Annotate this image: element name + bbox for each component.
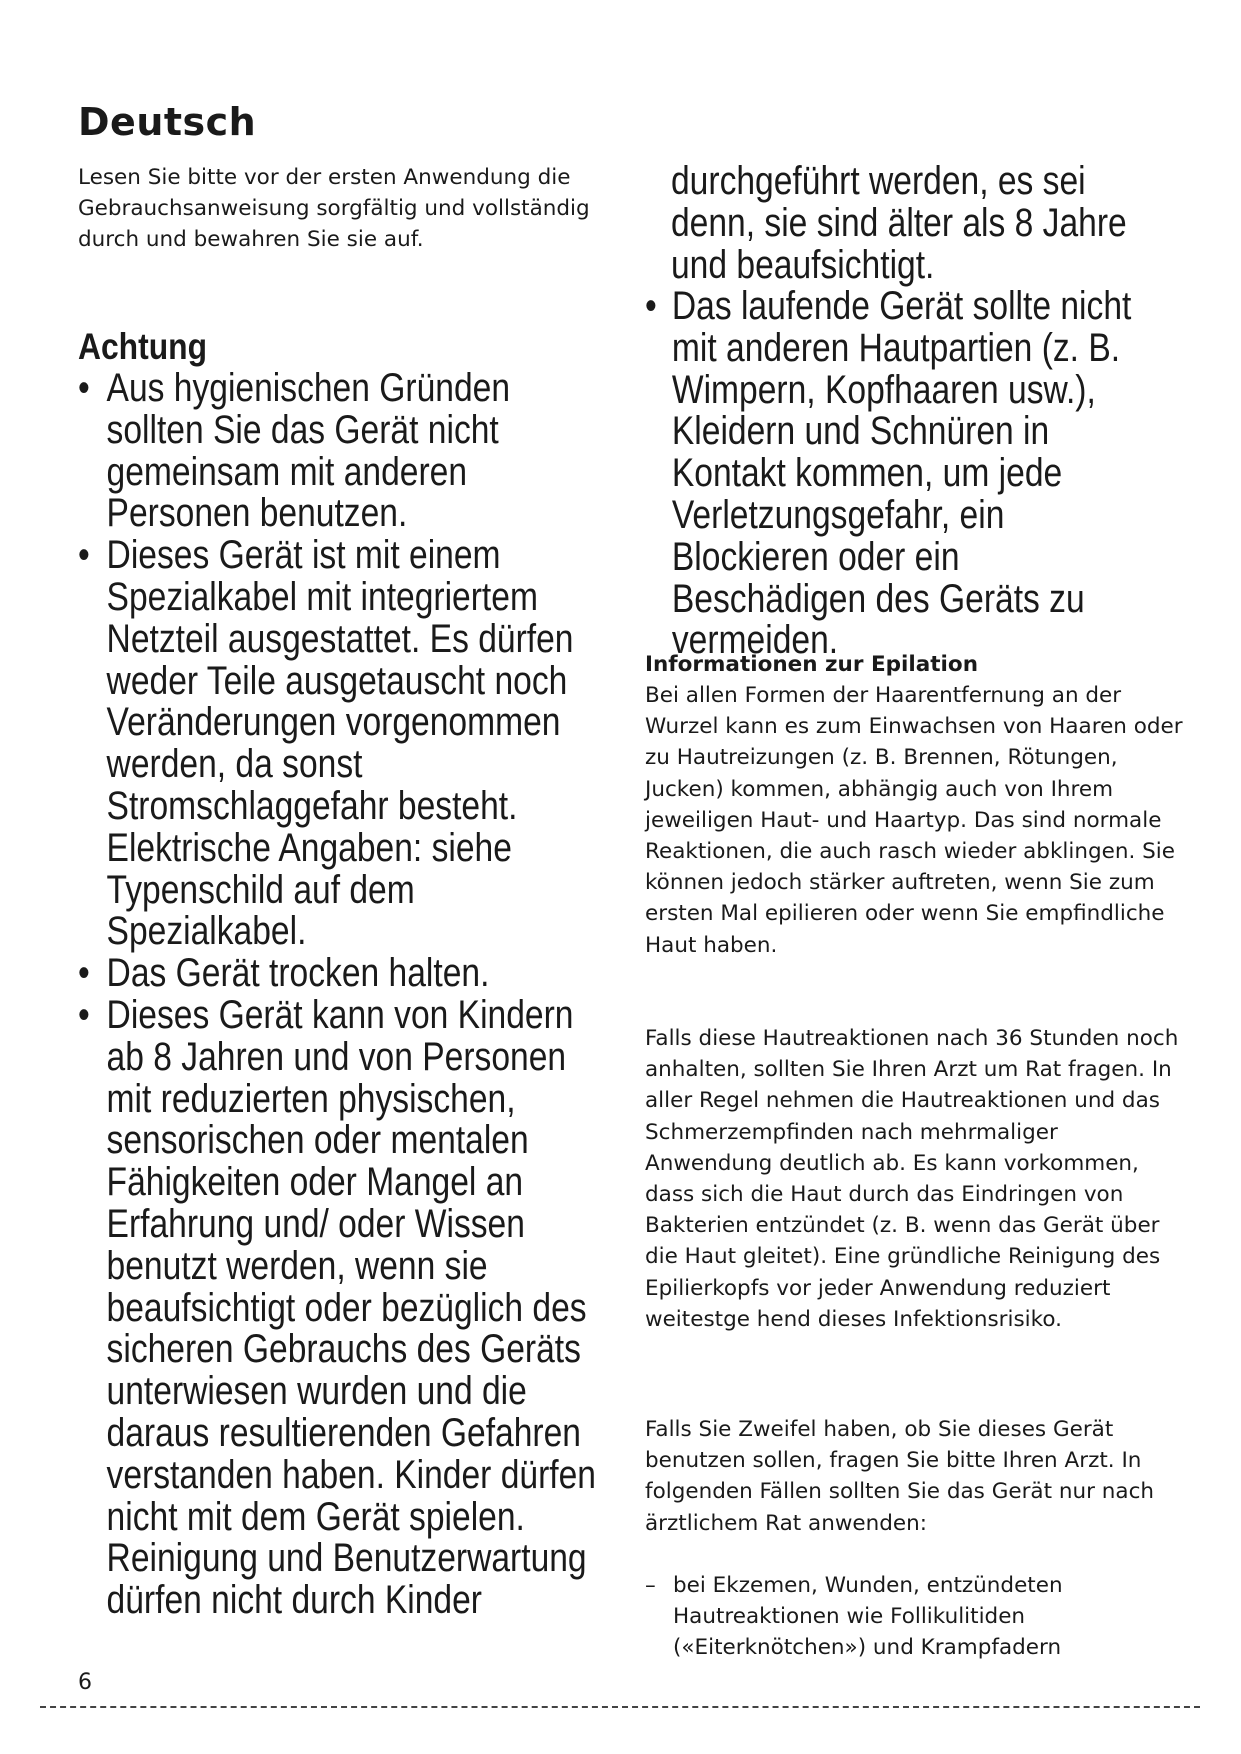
epilation-heading: Informationen zur Epilation xyxy=(645,652,978,677)
epilation-dash-item: – bei Ekzemen, Wunden, entzündeten Hautreaktionen wie Follikulitiden («Eiterknötchen») und Krampfadern xyxy=(645,1570,1185,1664)
achtung-list-continued xyxy=(645,286,1149,662)
achtung-item-dry: • Das Gerät trocken halten. xyxy=(78,953,599,995)
page-heading: Deutsch xyxy=(78,100,257,144)
epilation-paragraph-3: Falls Sie Zweifel haben, ob Sie dieses Gerät benutzen sollen, fragen Sie bitte Ihren Arzt. In folgenden Fällen sollten Sie das Gerät nur nach ärztlichem Rat anwenden: xyxy=(645,1417,1155,1536)
achtung-item-continuation: durchgeführt werden, es sei denn, sie sind älter als 8 Jahre und beaufsichtigt. xyxy=(671,159,1127,287)
intro-paragraph: Lesen Sie bitte vor der ersten Anwendung die Gebrauchsanweisung sorgfältig und vollständig durch und bewahren Sie sie auf. xyxy=(78,165,590,252)
achtung-list xyxy=(78,368,599,1622)
achtung-item-cable: • Dieses Gerät ist mit einem Spezialkabel mit integriertem Netzteil ausgestattet. Es dürfen weder Teile ausgetauscht noch Veränderungen vorgenommen werden, da sonst Stromschlaggefahr besteht. Elektrische Angaben: siehe Typenschild auf dem Spezialkabel. xyxy=(78,535,599,953)
epilation-dash-list xyxy=(645,1570,1185,1664)
achtung-item-hygiene: • Aus hygienischen Gründen sollten Sie das Gerät nicht gemeinsam mit anderen Personen benutzen. xyxy=(78,368,599,535)
footer-rule xyxy=(40,1706,1200,1708)
achtung-heading: Achtung xyxy=(78,326,208,367)
achtung-item-contact: • Das laufende Gerät sollte nicht mit anderen Hautpartien (z. B. Wimpern, Kopfhaaren usw.), Kleidern und Schnüren in Kontakt kommen, um jede Verletzungsgefahr, ein Blockieren oder ein Beschädigen des Geräts zu vermeiden. xyxy=(645,286,1149,662)
epilation-paragraph-2: Falls diese Hautreaktionen nach 36 Stunden noch anhalten, sollten Sie Ihren Arzt um Rat fragen. In aller Regel nehmen die Hautreaktionen und das Schmerzempfinden nach mehrmaliger Anwendung deutlich ab. Es kann vorkommen, dass sich die Haut durch das Eindringen von Bakterien entzündet (z. B. wenn das Gerät über die Haut gleitet). Eine gründliche Reinigung des Epilierkopfs vor jeder Anwendung reduziert weitestge hend dieses Infektionsrisiko. xyxy=(645,1026,1179,1332)
epilation-paragraph-1: Bei allen Formen der Haarentfernung an der Wurzel kann es zum Einwachsen von Haaren oder zu Hautreizungen (z. B. Brennen, Rötungen, Jucken) kommen, abhängig auch von Ihrem jeweiligen Haut- und Haartyp. Das sind normale Reaktionen, die auch rasch wieder abklingen. Sie können jedoch stärker auftreten, wenn Sie zum ersten Mal epilieren oder wenn Sie empfindliche Haut haben. xyxy=(645,683,1183,958)
page-number: 6 xyxy=(78,1670,92,1695)
achtung-item-children: • Dieses Gerät kann von Kindern ab 8 Jahren und von Personen mit reduzierten physischen, sensorischen oder mentalen Fähigkeiten oder Mangel an Erfahrung und/ oder Wissen benutzt werden, wenn sie beaufsichtigt oder bezüglich des sicheren Gebrauchs des Geräts unterwiesen wurden und die daraus resultierenden Gefahren verstanden haben. Kinder dürfen nicht mit dem Gerät spielen. Reinigung und Benutzerwartung dürfen nicht durch Kinder xyxy=(78,995,599,1622)
